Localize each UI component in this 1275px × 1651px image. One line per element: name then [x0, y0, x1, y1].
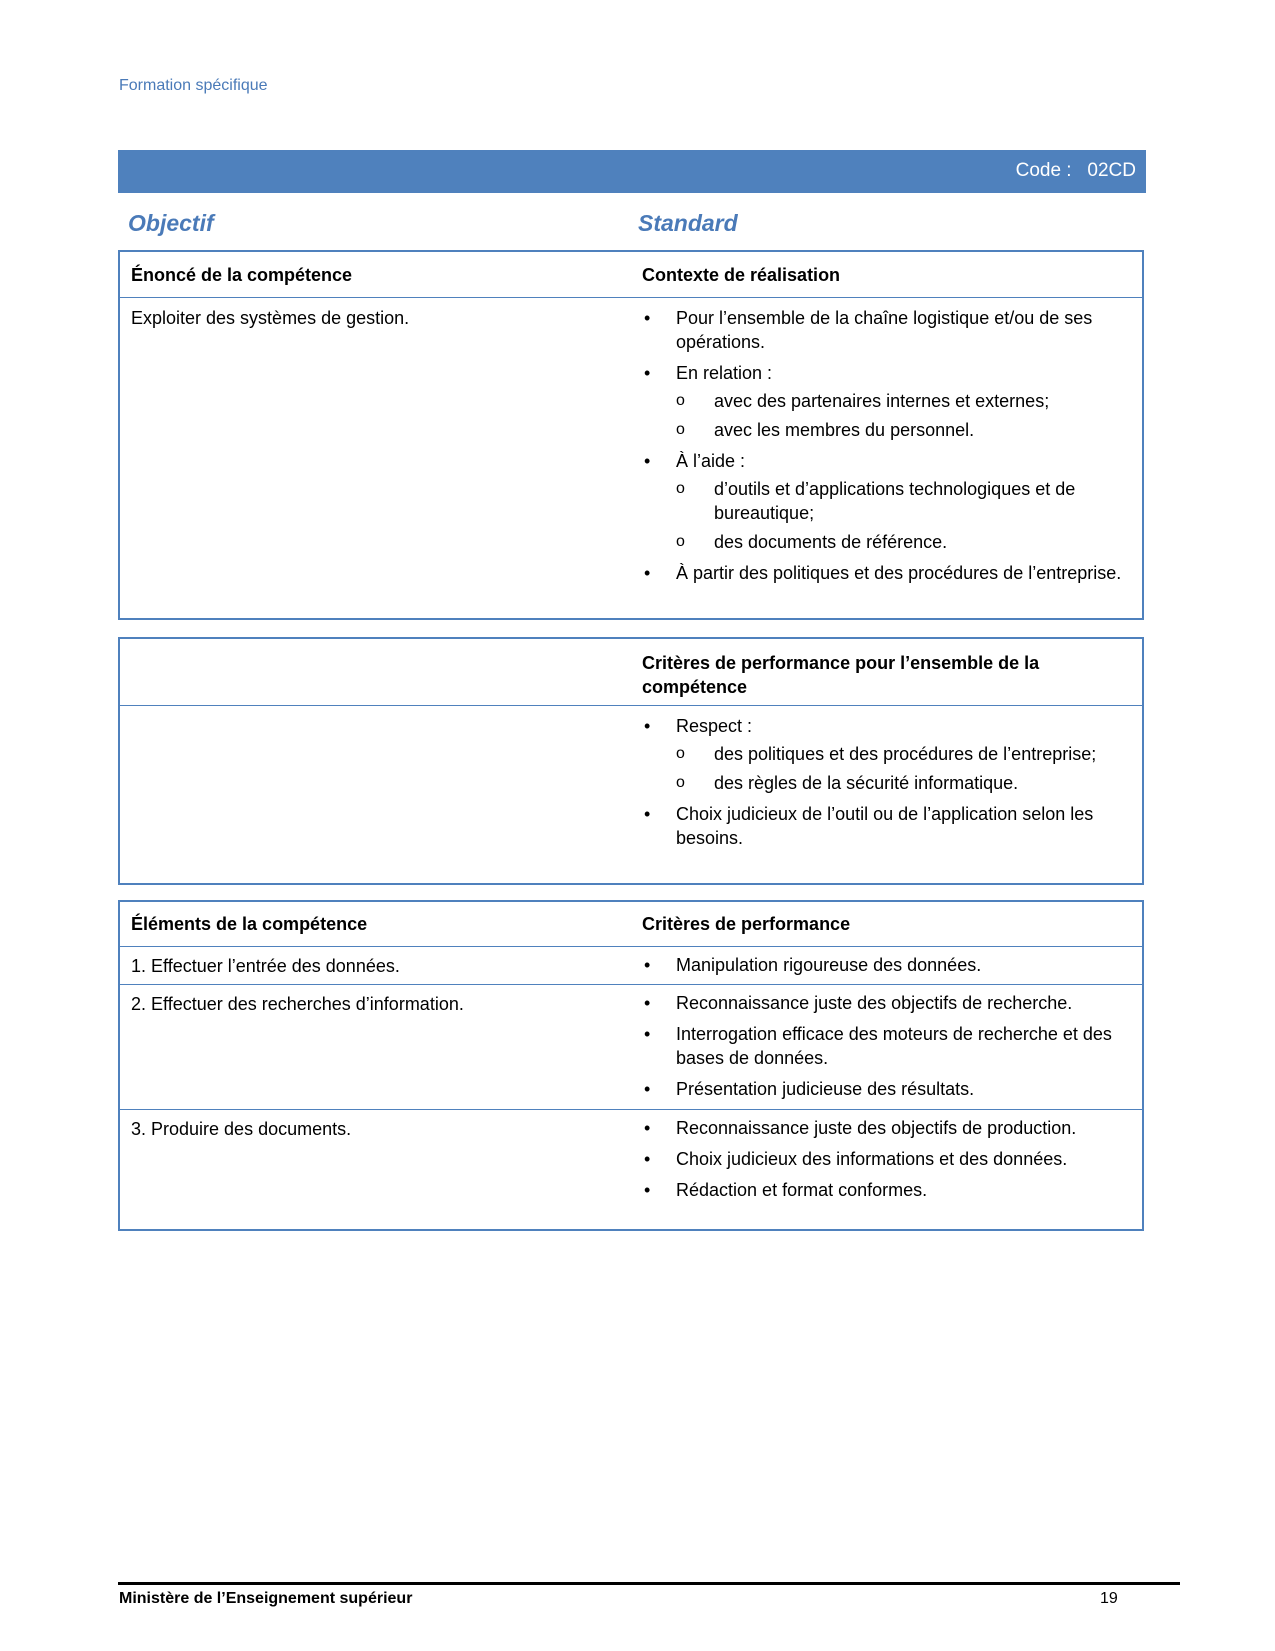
- section2-header-row: [120, 639, 1142, 706]
- critere-item: • Interrogation efficace des moteurs de recherche et des bases de données.: [642, 1022, 1132, 1070]
- table-row: [120, 985, 1142, 1110]
- contexte-subitem: o d’outils et d’applications technologiques et de bureautique;: [676, 477, 1132, 525]
- contexte-subitem: o avec des partenaires internes et externes;: [676, 389, 1132, 413]
- critere-item: • Choix judicieux des informations et des données.: [642, 1147, 1132, 1171]
- section-criteres-ensemble: [118, 637, 1144, 885]
- criteres-list: [642, 1116, 1132, 1209]
- code-bar: [118, 150, 1146, 193]
- objectif-title: Objectif: [128, 210, 214, 236]
- section-elements-criteres: [118, 900, 1144, 1231]
- contexte-item: • À partir des politiques et des procédures de l’entreprise.: [642, 561, 1132, 585]
- contexte-list: [642, 306, 1132, 592]
- standard-title: Standard: [638, 210, 738, 236]
- elements-header: Éléments de la compétence: [131, 914, 368, 934]
- criteres-list: [642, 953, 1132, 984]
- criteres-ensemble-list: [642, 714, 1132, 857]
- criteres-list: [642, 991, 1132, 1108]
- critere-subitem: o des politiques et des procédures de l’entreprise;: [676, 742, 1132, 766]
- element-text: 2. Effectuer des recherches d’information.: [131, 994, 464, 1014]
- contexte-subitem: o avec les membres du personnel.: [676, 418, 1132, 442]
- contexte-item: • En relation : o avec des partenaires internes et externes; o avec les membres du personnel.: [642, 361, 1132, 442]
- table-row: [120, 1110, 1142, 1231]
- document-header-label: Formation spécifique: [119, 77, 268, 94]
- footer-divider: [118, 1582, 1180, 1585]
- critere-item: • Présentation judicieuse des résultats.: [642, 1077, 1132, 1101]
- enonce-text: Exploiter des systèmes de gestion.: [131, 308, 410, 328]
- critere-item: • Rédaction et format conformes.: [642, 1178, 1132, 1202]
- section1-header-row: [120, 252, 1142, 298]
- section-enonce-contexte: [118, 250, 1144, 620]
- column-titles: [118, 206, 1146, 242]
- section2-body-row: [120, 706, 1142, 884]
- contexte-subitem: o des documents de référence.: [676, 530, 1132, 554]
- contexte-item: • Pour l’ensemble de la chaîne logistique et/ou de ses opérations.: [642, 306, 1132, 354]
- critere-item: • Reconnaissance juste des objectifs de recherche.: [642, 991, 1132, 1015]
- critere-item: • Manipulation rigoureuse des données.: [642, 953, 1132, 977]
- footer-ministry: Ministère de l’Enseignement supérieur: [119, 1590, 413, 1607]
- section1-body-row: [120, 298, 1142, 618]
- critere-item: • Reconnaissance juste des objectifs de production.: [642, 1116, 1132, 1140]
- critere-item: • Respect : o des politiques et des procédures de l’entreprise; o des règles de la sécurité informatique.: [642, 714, 1132, 795]
- competency-code: Code : 02CD: [1015, 160, 1136, 181]
- section3-header-row: [120, 902, 1142, 947]
- criteres-ensemble-header: Critères de performance pour l’ensemble de la compétence: [642, 653, 1040, 697]
- page-number: 19: [1100, 1590, 1118, 1607]
- critere-item: • Choix judicieux de l’outil ou de l’application selon les besoins.: [642, 802, 1132, 850]
- criteres-header: Critères de performance: [642, 914, 851, 934]
- element-text: 3. Produire des documents.: [131, 1119, 352, 1139]
- contexte-header: Contexte de réalisation: [642, 265, 841, 285]
- contexte-item: • À l’aide : o d’outils et d’applications technologiques et de bureautique; o des documents de référence.: [642, 449, 1132, 554]
- element-text: 1. Effectuer l’entrée des données.: [131, 956, 400, 976]
- table-row: [120, 947, 1142, 985]
- critere-subitem: o des règles de la sécurité informatique.: [676, 771, 1132, 795]
- enonce-header: Énoncé de la compétence: [131, 265, 353, 285]
